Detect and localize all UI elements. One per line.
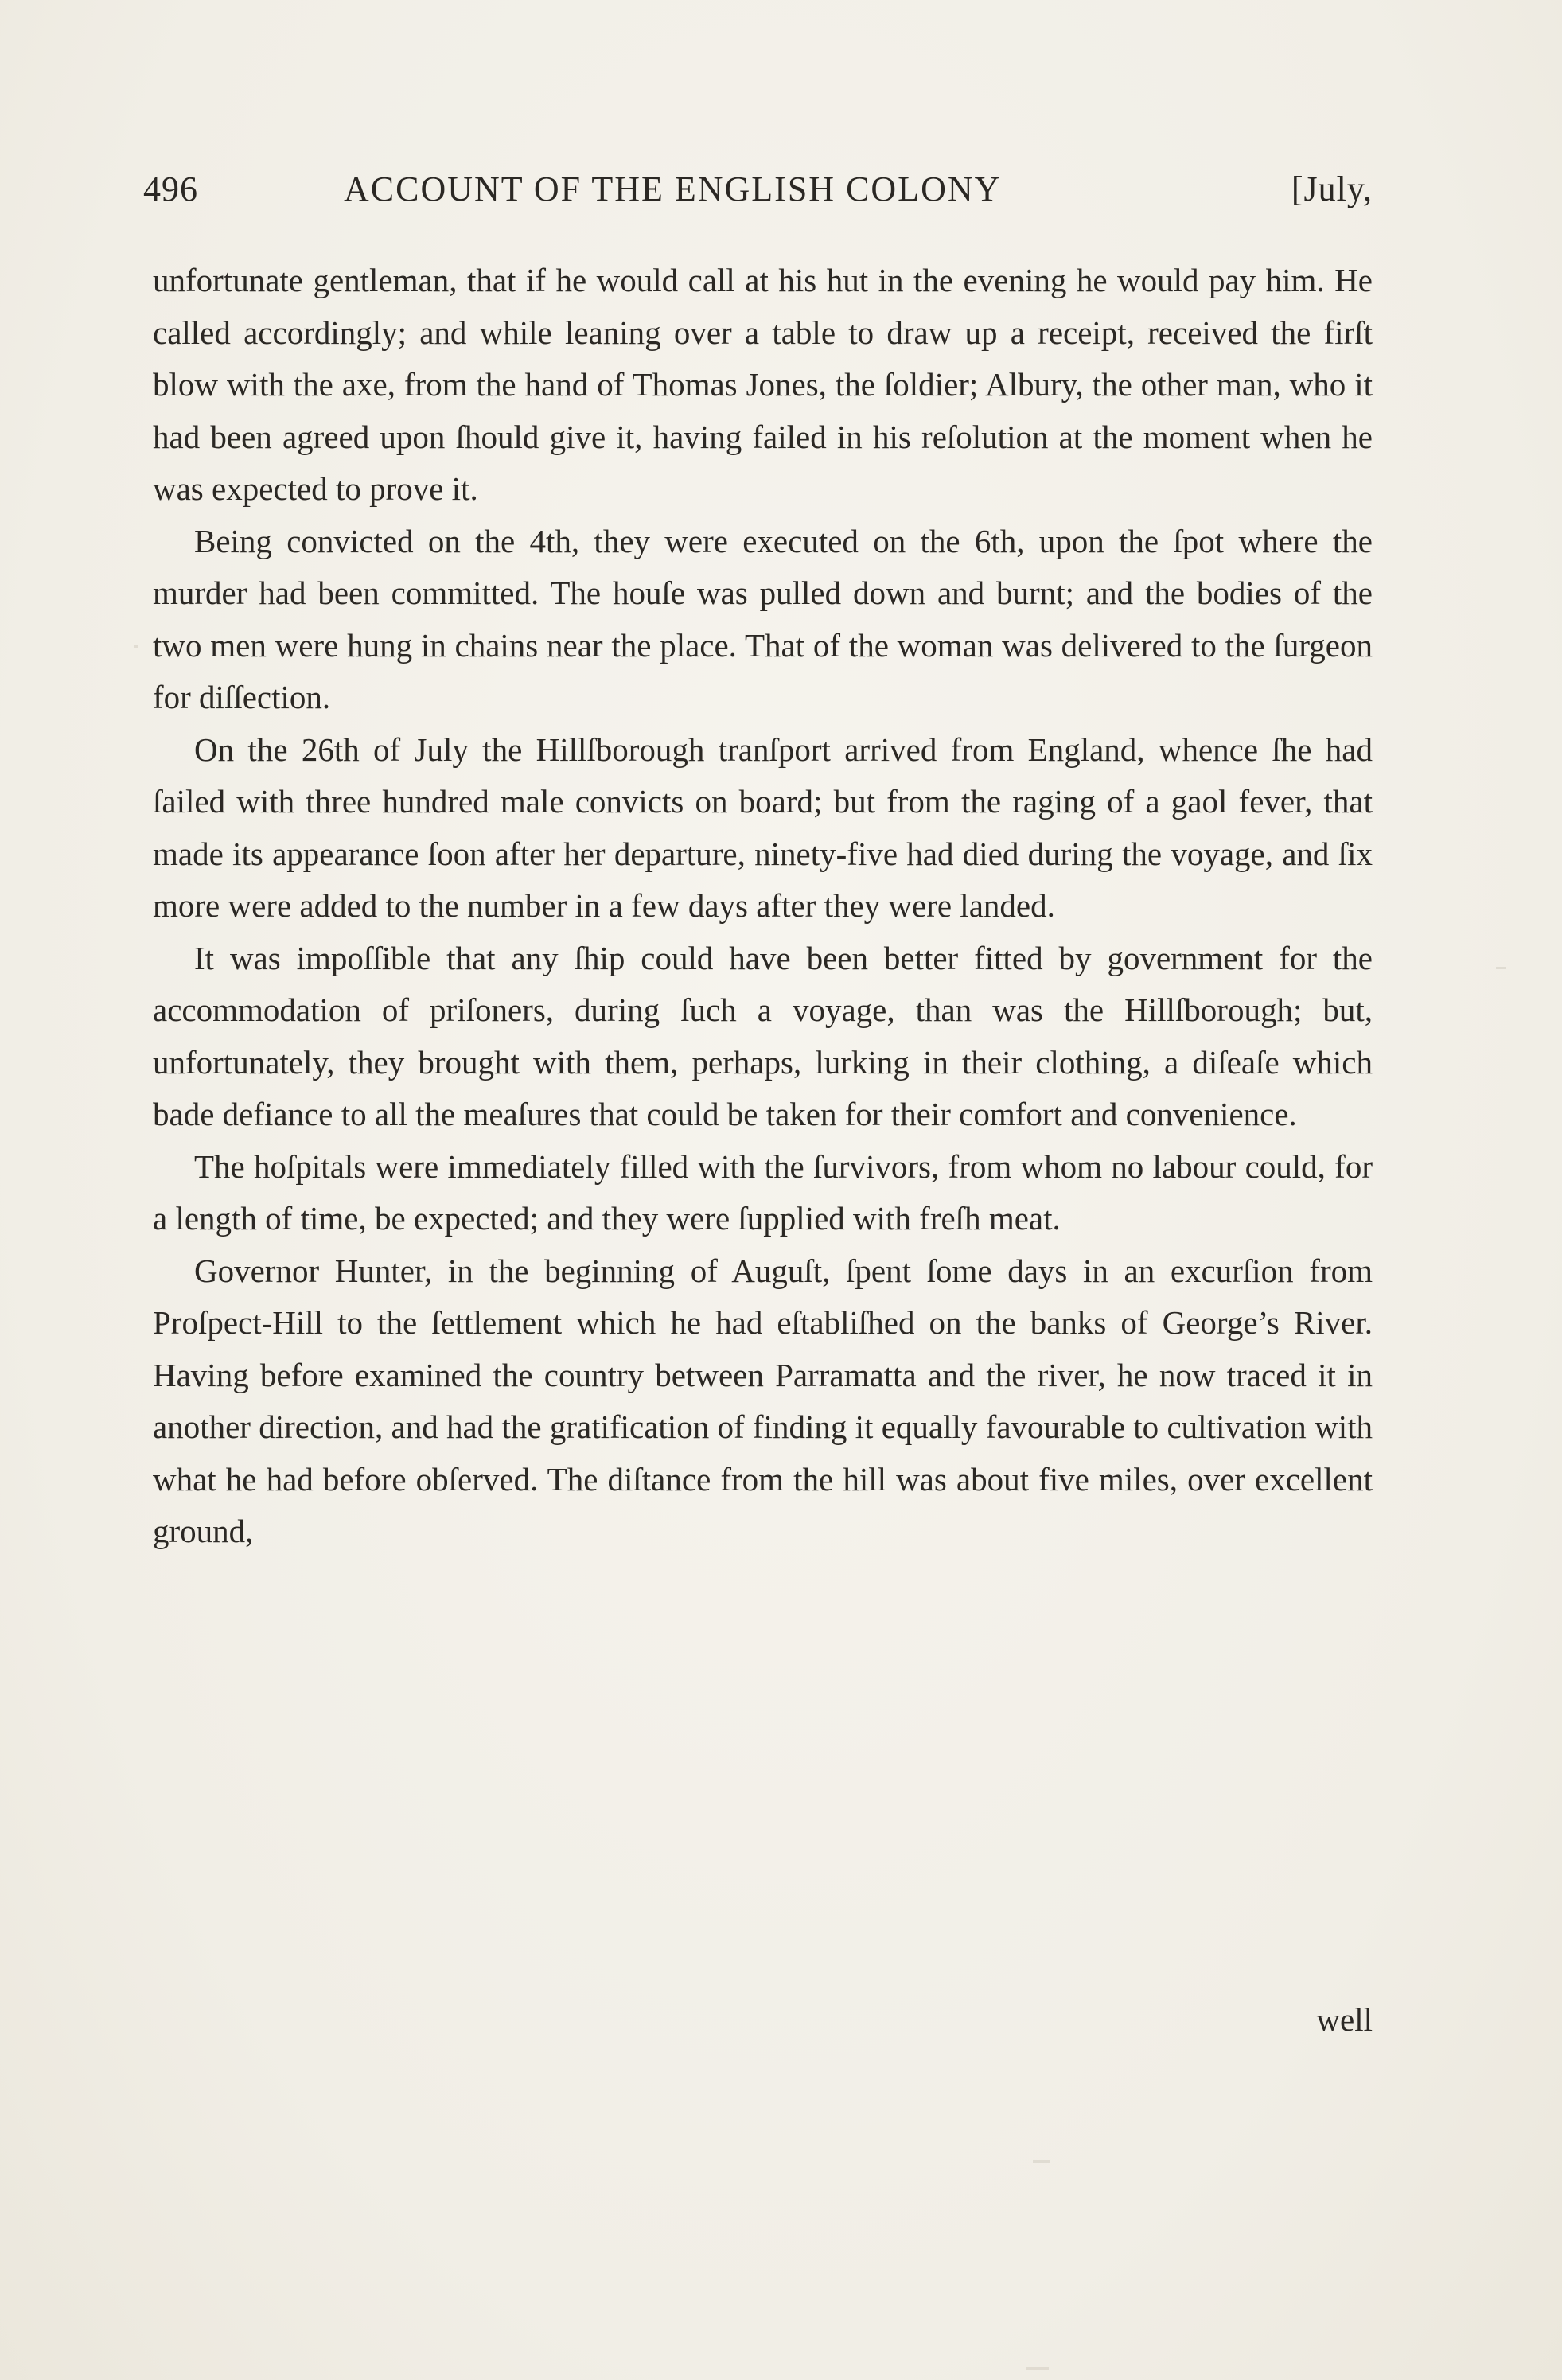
- running-date: [July,: [1291, 169, 1373, 208]
- body-text: [153, 255, 1373, 1558]
- catchword: well: [1316, 2001, 1373, 2038]
- running-head: [143, 166, 1373, 213]
- paragraph: unfortunate gentleman, that if he would call at his hut in the evening he would pay him. He called accordingly; and while leaning over a table to draw up a receipt, received the firſt blow with the axe, from the hand of Thomas Jones, the ſoldier; Albury, the other man, who it had been agreed upon ſhould give it, having failed in his reſolution at the moment when he was expected to prove it.: [153, 262, 1373, 507]
- page-number: 496: [143, 169, 198, 208]
- paragraph: It was impoſſible that any ſhip could have been better fitted by government for the accommodation of priſoners, during ſuch a voyage, than was the Hillſborough; but, unfortunately, they brought with them, perhaps, lurking in their clothing, a diſeaſe which bade defiance to all the meaſures that could be taken for their comfort and convenience.: [153, 939, 1373, 1132]
- paragraph: Governor Hunter, in the beginning of Auguſt, ſpent ſome days in an excurſion from Proſpect-Hill to the ſettlement which he had eſtabliſhed on the banks of George’s River. Having before examined the country between Parramatta and the river, he now traced it in another direction, and had the gratification of finding it equally favourable to cultivation with what he had before obſerved. The diſtance from the hill was about five miles, over excellent ground,: [153, 1252, 1373, 1549]
- paragraph: Being convicted on the 4th, they were executed on the 6th, upon the ſpot where the murder had been committed. The houſe was pulled down and burnt; and the bodies of the two men were hung in chains near the place. That of the woman was delivered to the ſurgeon for diſſection.: [153, 522, 1373, 715]
- paper-blemish: [134, 645, 138, 648]
- paragraph: On the 26th of July the Hillſborough tranſport arrived from England, whence ſhe had ſailed with three hundred male convicts on board; but from the raging of a gaol fever, that made its appearance ſoon after her departure, ninety-five had died during the voyage, and ſix more were added to the number in a few days after they were landed.: [153, 730, 1373, 924]
- running-title: ACCOUNT OF THE ENGLISH COLONY: [344, 169, 1002, 208]
- paper-blemish: [1026, 2367, 1049, 2370]
- paragraph: The hoſpitals were immediately filled with the ſurvivors, from whom no labour could, for a length of time, be expected; and they were ſupplied with freſh meat.: [153, 1147, 1373, 1237]
- paper-blemish: [1496, 967, 1506, 969]
- paper-blemish: [1033, 2160, 1050, 2163]
